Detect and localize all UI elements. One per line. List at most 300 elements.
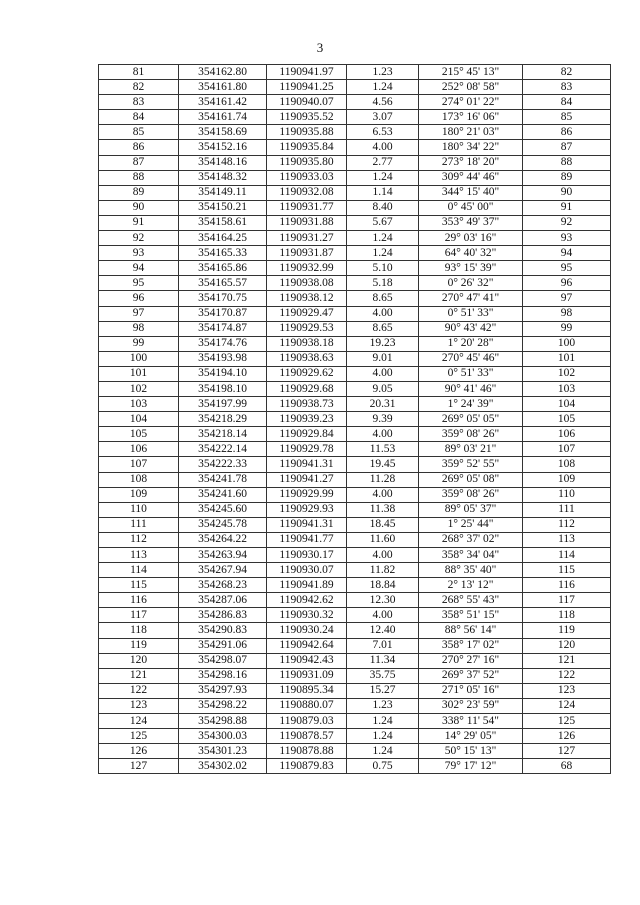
bearing-cell: 358° 51' 15" (419, 608, 523, 623)
point-number-cell: 89 (99, 185, 179, 200)
next-point-cell: 109 (523, 472, 611, 487)
x-coordinate-cell: 354298.22 (179, 698, 267, 713)
bearing-cell: 252° 08' 58" (419, 80, 523, 95)
y-coordinate-cell: 1190941.77 (267, 532, 347, 547)
next-point-cell: 89 (523, 170, 611, 185)
distance-cell: 6.53 (347, 125, 419, 140)
y-coordinate-cell: 1190939.23 (267, 412, 347, 427)
x-coordinate-cell: 354245.60 (179, 502, 267, 517)
table-row (99, 170, 611, 185)
table-row (99, 487, 611, 502)
bearing-cell: 269° 05' 05" (419, 412, 523, 427)
point-number-cell: 87 (99, 155, 179, 170)
y-coordinate-cell: 1190880.07 (267, 698, 347, 713)
y-coordinate-cell: 1190929.99 (267, 487, 347, 502)
bearing-cell: 93° 15' 39" (419, 261, 523, 276)
point-number-cell: 117 (99, 608, 179, 623)
next-point-cell: 124 (523, 698, 611, 713)
table-row (99, 578, 611, 593)
table-row (99, 366, 611, 381)
distance-cell: 1.23 (347, 65, 419, 80)
next-point-cell: 92 (523, 215, 611, 230)
distance-cell: 1.23 (347, 698, 419, 713)
distance-cell: 4.00 (347, 140, 419, 155)
point-number-cell: 92 (99, 231, 179, 246)
x-coordinate-cell: 354149.11 (179, 185, 267, 200)
bearing-cell: 309° 44' 46" (419, 170, 523, 185)
table-row (99, 442, 611, 457)
table-body (99, 65, 611, 774)
x-coordinate-cell: 354152.16 (179, 140, 267, 155)
distance-cell: 1.24 (347, 246, 419, 261)
x-coordinate-cell: 354291.06 (179, 638, 267, 653)
y-coordinate-cell: 1190931.09 (267, 668, 347, 683)
x-coordinate-cell: 354286.83 (179, 608, 267, 623)
distance-cell: 7.01 (347, 638, 419, 653)
x-coordinate-cell: 354161.74 (179, 110, 267, 125)
bearing-cell: 359° 52' 55" (419, 457, 523, 472)
next-point-cell: 95 (523, 261, 611, 276)
distance-cell: 4.00 (347, 366, 419, 381)
next-point-cell: 102 (523, 366, 611, 381)
bearing-cell: 269° 05' 08" (419, 472, 523, 487)
y-coordinate-cell: 1190941.31 (267, 457, 347, 472)
next-point-cell: 113 (523, 532, 611, 547)
x-coordinate-cell: 354197.99 (179, 397, 267, 412)
y-coordinate-cell: 1190930.17 (267, 548, 347, 563)
point-number-cell: 108 (99, 472, 179, 487)
bearing-cell: 89° 05' 37" (419, 502, 523, 517)
y-coordinate-cell: 1190942.62 (267, 593, 347, 608)
y-coordinate-cell: 1190935.80 (267, 155, 347, 170)
next-point-cell: 90 (523, 185, 611, 200)
next-point-cell: 94 (523, 246, 611, 261)
x-coordinate-cell: 354222.14 (179, 442, 267, 457)
point-number-cell: 123 (99, 698, 179, 713)
point-number-cell: 82 (99, 80, 179, 95)
y-coordinate-cell: 1190938.12 (267, 291, 347, 306)
bearing-cell: 1° 25' 44" (419, 517, 523, 532)
y-coordinate-cell: 1190941.25 (267, 80, 347, 95)
next-point-cell: 118 (523, 608, 611, 623)
bearing-cell: 88° 35' 40" (419, 563, 523, 578)
x-coordinate-cell: 354158.69 (179, 125, 267, 140)
point-number-cell: 115 (99, 578, 179, 593)
table-row (99, 714, 611, 729)
distance-cell: 19.45 (347, 457, 419, 472)
y-coordinate-cell: 1190929.62 (267, 366, 347, 381)
table-row (99, 291, 611, 306)
point-number-cell: 97 (99, 306, 179, 321)
y-coordinate-cell: 1190935.52 (267, 110, 347, 125)
distance-cell: 11.53 (347, 442, 419, 457)
next-point-cell: 105 (523, 412, 611, 427)
x-coordinate-cell: 354241.78 (179, 472, 267, 487)
page-number: 3 (316, 40, 324, 55)
y-coordinate-cell: 1190942.64 (267, 638, 347, 653)
x-coordinate-cell: 354165.33 (179, 246, 267, 261)
x-coordinate-cell: 354263.94 (179, 548, 267, 563)
distance-cell: 15.27 (347, 683, 419, 698)
bearing-cell: 180° 21' 03" (419, 125, 523, 140)
bearing-cell: 0° 51' 33" (419, 306, 523, 321)
point-number-cell: 124 (99, 714, 179, 729)
bearing-cell: 180° 34' 22" (419, 140, 523, 155)
bearing-cell: 64° 40' 32" (419, 246, 523, 261)
next-point-cell: 68 (523, 759, 611, 774)
bearing-cell: 353° 49' 37" (419, 215, 523, 230)
point-number-cell: 98 (99, 321, 179, 336)
y-coordinate-cell: 1190929.53 (267, 321, 347, 336)
point-number-cell: 84 (99, 110, 179, 125)
x-coordinate-cell: 354264.22 (179, 532, 267, 547)
table-row (99, 200, 611, 215)
point-number-cell: 86 (99, 140, 179, 155)
x-coordinate-cell: 354148.16 (179, 155, 267, 170)
y-coordinate-cell: 1190942.43 (267, 653, 347, 668)
distance-cell: 3.07 (347, 110, 419, 125)
next-point-cell: 125 (523, 714, 611, 729)
distance-cell: 12.40 (347, 623, 419, 638)
next-point-cell: 117 (523, 593, 611, 608)
table-row (99, 729, 611, 744)
next-point-cell: 116 (523, 578, 611, 593)
y-coordinate-cell: 1190929.47 (267, 306, 347, 321)
point-number-cell: 119 (99, 638, 179, 653)
point-number-cell: 125 (99, 729, 179, 744)
table-row (99, 246, 611, 261)
x-coordinate-cell: 354161.80 (179, 80, 267, 95)
x-coordinate-cell: 354158.61 (179, 215, 267, 230)
distance-cell: 8.65 (347, 291, 419, 306)
table-row (99, 140, 611, 155)
table-row (99, 698, 611, 713)
bearing-cell: 29° 03' 16" (419, 231, 523, 246)
table-row (99, 381, 611, 396)
point-number-cell: 120 (99, 653, 179, 668)
y-coordinate-cell: 1190929.68 (267, 381, 347, 396)
y-coordinate-cell: 1190930.07 (267, 563, 347, 578)
bearing-cell: 274° 01' 22" (419, 95, 523, 110)
x-coordinate-cell: 354268.23 (179, 578, 267, 593)
point-number-cell: 101 (99, 366, 179, 381)
x-coordinate-cell: 354162.80 (179, 65, 267, 80)
point-number-cell: 107 (99, 457, 179, 472)
x-coordinate-cell: 354267.94 (179, 563, 267, 578)
x-coordinate-cell: 354218.14 (179, 427, 267, 442)
table-row (99, 683, 611, 698)
next-point-cell: 112 (523, 517, 611, 532)
next-point-cell: 98 (523, 306, 611, 321)
y-coordinate-cell: 1190931.27 (267, 231, 347, 246)
x-coordinate-cell: 354150.21 (179, 200, 267, 215)
next-point-cell: 84 (523, 95, 611, 110)
next-point-cell: 97 (523, 291, 611, 306)
coordinates-table (98, 64, 611, 774)
point-number-cell: 111 (99, 517, 179, 532)
point-number-cell: 96 (99, 291, 179, 306)
y-coordinate-cell: 1190938.08 (267, 276, 347, 291)
x-coordinate-cell: 354287.06 (179, 593, 267, 608)
point-number-cell: 90 (99, 200, 179, 215)
distance-cell: 4.00 (347, 487, 419, 502)
distance-cell: 4.00 (347, 608, 419, 623)
bearing-cell: 1° 24' 39" (419, 397, 523, 412)
bearing-cell: 359° 08' 26" (419, 487, 523, 502)
y-coordinate-cell: 1190931.88 (267, 215, 347, 230)
table-row (99, 517, 611, 532)
bearing-cell: 268° 37' 02" (419, 532, 523, 547)
x-coordinate-cell: 354165.57 (179, 276, 267, 291)
x-coordinate-cell: 354241.60 (179, 487, 267, 502)
table-row (99, 215, 611, 230)
next-point-cell: 127 (523, 744, 611, 759)
distance-cell: 9.39 (347, 412, 419, 427)
distance-cell: 11.38 (347, 502, 419, 517)
bearing-cell: 0° 51' 33" (419, 366, 523, 381)
x-coordinate-cell: 354298.88 (179, 714, 267, 729)
y-coordinate-cell: 1190895.34 (267, 683, 347, 698)
distance-cell: 1.14 (347, 185, 419, 200)
y-coordinate-cell: 1190941.31 (267, 517, 347, 532)
distance-cell: 11.28 (347, 472, 419, 487)
point-number-cell: 121 (99, 668, 179, 683)
table-row (99, 110, 611, 125)
distance-cell: 8.40 (347, 200, 419, 215)
x-coordinate-cell: 354298.07 (179, 653, 267, 668)
table-row (99, 80, 611, 95)
distance-cell: 35.75 (347, 668, 419, 683)
y-coordinate-cell: 1190938.73 (267, 397, 347, 412)
y-coordinate-cell: 1190941.89 (267, 578, 347, 593)
bearing-cell: 79° 17' 12" (419, 759, 523, 774)
distance-cell: 12.30 (347, 593, 419, 608)
point-number-cell: 104 (99, 412, 179, 427)
distance-cell: 0.75 (347, 759, 419, 774)
x-coordinate-cell: 354148.32 (179, 170, 267, 185)
table-row (99, 185, 611, 200)
next-point-cell: 104 (523, 397, 611, 412)
point-number-cell: 91 (99, 215, 179, 230)
table-row (99, 336, 611, 351)
x-coordinate-cell: 354298.16 (179, 668, 267, 683)
distance-cell: 1.24 (347, 744, 419, 759)
y-coordinate-cell: 1190938.63 (267, 351, 347, 366)
next-point-cell: 108 (523, 457, 611, 472)
y-coordinate-cell: 1190930.24 (267, 623, 347, 638)
table-row (99, 502, 611, 517)
y-coordinate-cell: 1190932.99 (267, 261, 347, 276)
distance-cell: 11.82 (347, 563, 419, 578)
bearing-cell: 90° 41' 46" (419, 381, 523, 396)
table-row (99, 623, 611, 638)
x-coordinate-cell: 354170.75 (179, 291, 267, 306)
table-row (99, 231, 611, 246)
y-coordinate-cell: 1190935.88 (267, 125, 347, 140)
distance-cell: 1.24 (347, 714, 419, 729)
next-point-cell: 87 (523, 140, 611, 155)
x-coordinate-cell: 354198.10 (179, 381, 267, 396)
distance-cell: 2.77 (347, 155, 419, 170)
point-number-cell: 94 (99, 261, 179, 276)
table-row (99, 759, 611, 774)
next-point-cell: 111 (523, 502, 611, 517)
next-point-cell: 101 (523, 351, 611, 366)
y-coordinate-cell: 1190940.07 (267, 95, 347, 110)
distance-cell: 11.60 (347, 532, 419, 547)
distance-cell: 1.24 (347, 231, 419, 246)
bearing-cell: 358° 34' 04" (419, 548, 523, 563)
table-row (99, 548, 611, 563)
table-row (99, 412, 611, 427)
next-point-cell: 88 (523, 155, 611, 170)
table-row (99, 276, 611, 291)
distance-cell: 9.05 (347, 381, 419, 396)
bearing-cell: 273° 18' 20" (419, 155, 523, 170)
table-row (99, 65, 611, 80)
bearing-cell: 344° 15' 40" (419, 185, 523, 200)
bearing-cell: 268° 55' 43" (419, 593, 523, 608)
y-coordinate-cell: 1190935.84 (267, 140, 347, 155)
y-coordinate-cell: 1190931.77 (267, 200, 347, 215)
next-point-cell: 121 (523, 653, 611, 668)
distance-cell: 5.18 (347, 276, 419, 291)
bearing-cell: 89° 03' 21" (419, 442, 523, 457)
bearing-cell: 215° 45' 13" (419, 65, 523, 80)
distance-cell: 5.10 (347, 261, 419, 276)
distance-cell: 4.00 (347, 548, 419, 563)
bearing-cell: 270° 47' 41" (419, 291, 523, 306)
table-row (99, 427, 611, 442)
x-coordinate-cell: 354222.33 (179, 457, 267, 472)
next-point-cell: 120 (523, 638, 611, 653)
next-point-cell: 115 (523, 563, 611, 578)
point-number-cell: 85 (99, 125, 179, 140)
y-coordinate-cell: 1190929.78 (267, 442, 347, 457)
y-coordinate-cell: 1190941.27 (267, 472, 347, 487)
distance-cell: 4.00 (347, 427, 419, 442)
point-number-cell: 95 (99, 276, 179, 291)
point-number-cell: 110 (99, 502, 179, 517)
y-coordinate-cell: 1190879.03 (267, 714, 347, 729)
point-number-cell: 113 (99, 548, 179, 563)
next-point-cell: 110 (523, 487, 611, 502)
point-number-cell: 114 (99, 563, 179, 578)
distance-cell: 1.24 (347, 80, 419, 95)
bearing-cell: 88° 56' 14" (419, 623, 523, 638)
next-point-cell: 100 (523, 336, 611, 351)
distance-cell: 4.56 (347, 95, 419, 110)
bearing-cell: 270° 27' 16" (419, 653, 523, 668)
table-row (99, 608, 611, 623)
bearing-cell: 2° 13' 12" (419, 578, 523, 593)
x-coordinate-cell: 354290.83 (179, 623, 267, 638)
y-coordinate-cell: 1190941.97 (267, 65, 347, 80)
bearing-cell: 90° 43' 42" (419, 321, 523, 336)
point-number-cell: 109 (99, 487, 179, 502)
point-number-cell: 102 (99, 381, 179, 396)
distance-cell: 18.45 (347, 517, 419, 532)
distance-cell: 11.34 (347, 653, 419, 668)
table-row (99, 95, 611, 110)
bearing-cell: 0° 45' 00" (419, 200, 523, 215)
distance-cell: 5.67 (347, 215, 419, 230)
table-row (99, 306, 611, 321)
point-number-cell: 106 (99, 442, 179, 457)
distance-cell: 1.24 (347, 729, 419, 744)
distance-cell: 4.00 (347, 306, 419, 321)
next-point-cell: 85 (523, 110, 611, 125)
x-coordinate-cell: 354301.23 (179, 744, 267, 759)
point-number-cell: 81 (99, 65, 179, 80)
y-coordinate-cell: 1190933.03 (267, 170, 347, 185)
y-coordinate-cell: 1190878.88 (267, 744, 347, 759)
table-row (99, 472, 611, 487)
x-coordinate-cell: 354194.10 (179, 366, 267, 381)
table-row (99, 457, 611, 472)
table-row (99, 351, 611, 366)
x-coordinate-cell: 354164.25 (179, 231, 267, 246)
table-row (99, 638, 611, 653)
table-row (99, 532, 611, 547)
y-coordinate-cell: 1190930.32 (267, 608, 347, 623)
x-coordinate-cell: 354193.98 (179, 351, 267, 366)
table-row (99, 155, 611, 170)
next-point-cell: 82 (523, 65, 611, 80)
point-number-cell: 127 (99, 759, 179, 774)
point-number-cell: 105 (99, 427, 179, 442)
bearing-cell: 0° 26' 32" (419, 276, 523, 291)
y-coordinate-cell: 1190879.83 (267, 759, 347, 774)
next-point-cell: 96 (523, 276, 611, 291)
y-coordinate-cell: 1190938.18 (267, 336, 347, 351)
table-row (99, 653, 611, 668)
y-coordinate-cell: 1190931.87 (267, 246, 347, 261)
x-coordinate-cell: 354174.87 (179, 321, 267, 336)
distance-cell: 8.65 (347, 321, 419, 336)
next-point-cell: 91 (523, 200, 611, 215)
table-row (99, 125, 611, 140)
bearing-cell: 14° 29' 05" (419, 729, 523, 744)
point-number-cell: 103 (99, 397, 179, 412)
x-coordinate-cell: 354174.76 (179, 336, 267, 351)
bearing-cell: 358° 17' 02" (419, 638, 523, 653)
distance-cell: 20.31 (347, 397, 419, 412)
table-row (99, 668, 611, 683)
next-point-cell: 93 (523, 231, 611, 246)
distance-cell: 1.24 (347, 170, 419, 185)
x-coordinate-cell: 354218.29 (179, 412, 267, 427)
bearing-cell: 271° 05' 16" (419, 683, 523, 698)
bearing-cell: 302° 23' 59" (419, 698, 523, 713)
table-row (99, 563, 611, 578)
table-row (99, 321, 611, 336)
table-row (99, 593, 611, 608)
distance-cell: 19.23 (347, 336, 419, 351)
x-coordinate-cell: 354165.86 (179, 261, 267, 276)
bearing-cell: 338° 11' 54" (419, 714, 523, 729)
point-number-cell: 83 (99, 95, 179, 110)
point-number-cell: 112 (99, 532, 179, 547)
distance-cell: 9.01 (347, 351, 419, 366)
x-coordinate-cell: 354302.02 (179, 759, 267, 774)
next-point-cell: 103 (523, 381, 611, 396)
bearing-cell: 50° 15' 13" (419, 744, 523, 759)
next-point-cell: 83 (523, 80, 611, 95)
table-row (99, 261, 611, 276)
point-number-cell: 122 (99, 683, 179, 698)
bearing-cell: 1° 20' 28" (419, 336, 523, 351)
